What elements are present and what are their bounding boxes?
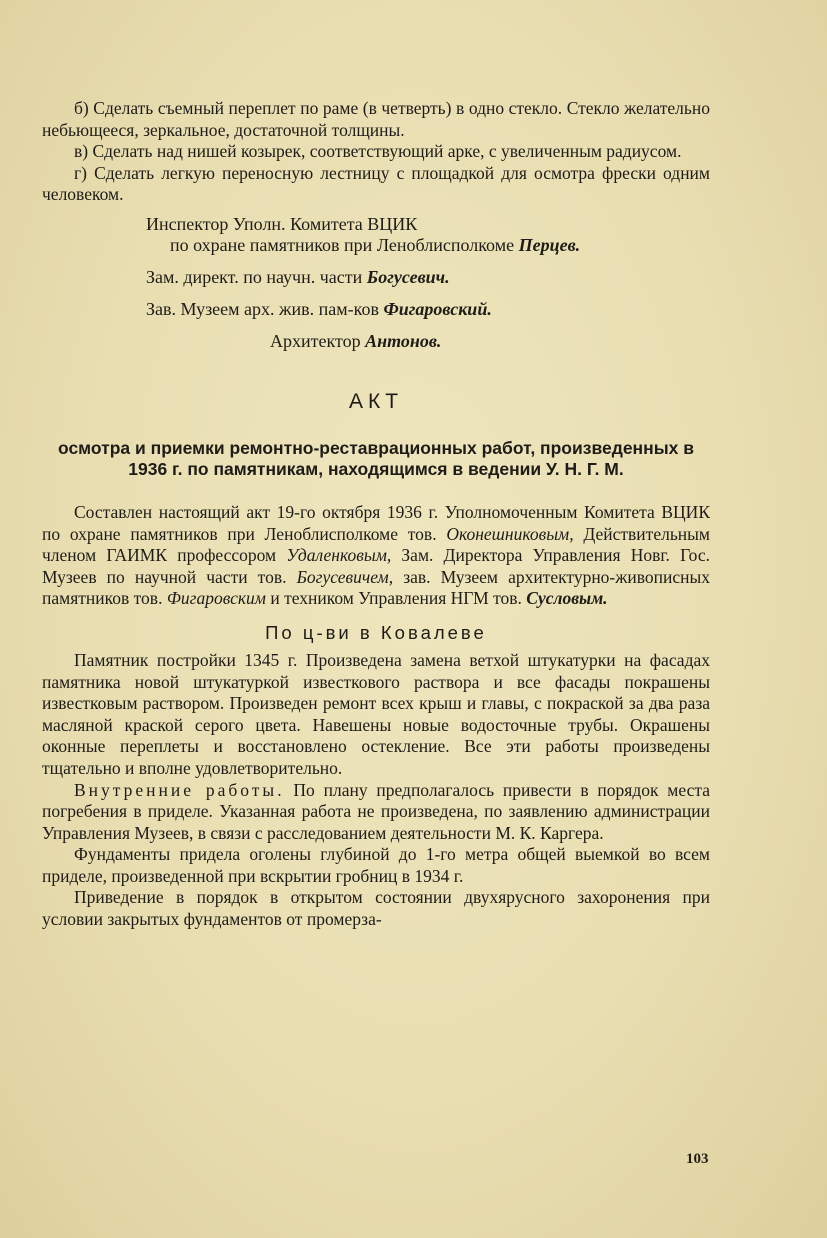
internal-works-heading: Внутренние работы. — [74, 779, 285, 800]
act-subtitle: осмотра и приемки ремонтно-реставрационных работ, произведенных в 1936 г. по памятникам, находящимся в ведении У. Н. Г. М. — [57, 437, 694, 479]
signature-inspector-name: Перцев. — [518, 234, 581, 255]
signature-deputy-role: Зам. директ. по научн. части — [146, 266, 363, 287]
signature-inspector-line1: Инспектор Уполн. Комитета ВЦИК — [146, 213, 418, 234]
section-paragraph-4: Приведение в порядок в открытом состоянии двухярусного захоронения при условии закрытых фундаментов от промерза- — [42, 887, 710, 930]
signature-architect-role: Архитектор — [270, 330, 361, 351]
composition-text-5: и техником Управления НГМ тов. — [265, 588, 527, 609]
composition-name-2: Удаленковым, — [286, 545, 392, 566]
signature-architect-name: Антонов. — [365, 330, 442, 351]
signature-inspector-role: по охране памятников при Леноблисполкоме — [170, 234, 515, 255]
composition-name-3: Богусевичем, — [296, 566, 394, 587]
document-page — [42, 98, 710, 931]
signature-architect — [42, 331, 710, 352]
section-title: По ц-ви в Ковалеве — [265, 621, 487, 643]
signature-museum-head — [42, 299, 710, 320]
composition-name-5: Сусловым. — [526, 588, 608, 609]
signature-museum-head-name: Фигаровский. — [383, 298, 492, 319]
section-paragraph-2-text: По плану предполагалось привести в порядок места погребения в приделе. Указанная работа не произведена, по заявлению администрации Управления Музеев, в связи с расследованием деятельности М. К. Каргера. — [42, 779, 710, 843]
section-paragraph-1: Памятник постройки 1345 г. Произведена замена ветхой штукатурки на фасадах памятника новой штукатуркой известкового раствора и все фасады покрашены известковым раствором. Произведен ремонт всех крыш и главы, с покраской за два раза масляной краской серого цвета. Навешены новые водосточные трубы. Окрашены оконные переплеты и восстановлено остекление. Все эти работы произведены тщательно и вполне удовлетворительно. — [42, 649, 710, 778]
signature-inspector-line2 — [42, 235, 710, 256]
paragraph-g: г) Сделать легкую переносную лестницу с площадкой для осмотра фрески одним человеком. — [42, 162, 710, 205]
composition-text-1: Составлен настоящий акт 19-го октября 1936 г. Уполномоченным Комитета ВЦИК по охране памятников при Леноблисполкоме тов. — [42, 501, 710, 544]
section-paragraph-2 — [42, 780, 710, 845]
page-number: 103 — [686, 1151, 709, 1167]
composition-name-4: Фигаровским — [166, 588, 266, 609]
paragraph-b: б) Сделать съемный переплет по раме (в четверть) в одно стекло. Стекло желательно небьющееся, зеркальное, достаточной толщины. — [42, 98, 710, 140]
section-paragraph-3: Фундаменты придела оголены глубиной до 1-го метра общей выемкой во всем приделе, произведенной при вскрытии гробниц в 1934 г. — [42, 844, 710, 886]
paragraph-v: в) Сделать над нишей козырек, соответствующий арке, с увеличенным радиусом. — [74, 141, 682, 162]
signature-museum-head-role: Зав. Музеем арх. жив. пам-ков — [146, 298, 379, 319]
composition-paragraph — [42, 502, 710, 610]
composition-text-4: зав. Музеем архитектурно-живописных памятников тов. — [42, 566, 710, 609]
composition-text-2: Действительным членом ГАИМК профессором — [42, 523, 710, 566]
signature-deputy-name: Богусевич. — [366, 266, 450, 287]
composition-text-3: Зам. Директора Управления Новг. Гос. Музеев по научной части тов. — [42, 545, 711, 587]
signature-block — [42, 214, 710, 352]
composition-name-1: Оконешниковым, — [446, 523, 574, 544]
act-title: АКТ — [348, 389, 404, 413]
signature-deputy — [42, 267, 710, 288]
